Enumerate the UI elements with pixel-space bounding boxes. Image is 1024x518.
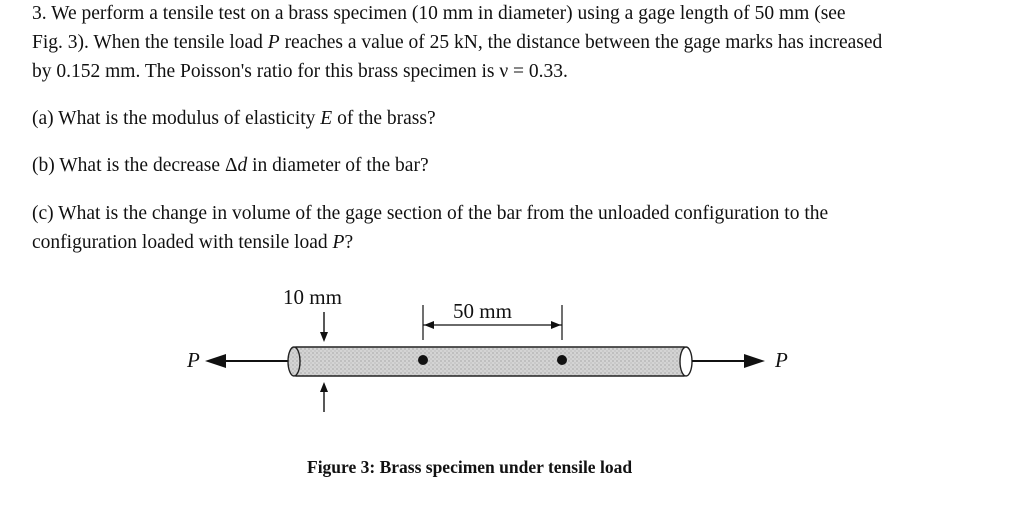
delta-symbol: Δ (224, 155, 238, 176)
load-variable-c: P (332, 232, 345, 253)
figure-caption: Figure 3: Brass specimen under tensile load (307, 457, 633, 477)
brass-specimen (288, 347, 692, 376)
question-c-line-2-end: ? (344, 232, 354, 253)
left-load-label: P (187, 348, 200, 372)
statement-line-2-start: Fig. 3). When the tensile load (32, 32, 268, 53)
question-c-line-1: (c) What is the change in volume of the gage section of the bar from the unloaded configuration to the (32, 203, 829, 224)
question-c-line-2-start: configuration loaded with tensile load (32, 232, 333, 253)
gage-length-label: 50 mm (453, 299, 512, 323)
gage-mark-right (557, 355, 567, 365)
right-load-arrow (692, 354, 765, 368)
gage-mark-left (418, 355, 428, 365)
question-b-end: in diameter of the bar? (247, 155, 429, 176)
statement-line-2-end: reaches a value of 25 kN, the distance between the gage marks has increased (279, 32, 883, 53)
diameter-variable: d (237, 155, 248, 176)
question-a-end: of the brass? (332, 108, 436, 129)
modulus-variable: E (320, 108, 333, 129)
problem-statement-line-1: 3. We perform a tensile test on a brass specimen (10 mm in diameter) using a gage length of 50 mm (see (32, 3, 846, 24)
left-load-arrow (205, 354, 290, 368)
diameter-arrow-top (320, 312, 328, 342)
right-load-label: P (775, 348, 788, 372)
question-a-start: (a) What is the modulus of elasticity (32, 108, 321, 129)
problem-statement-line-3: by 0.152 mm. The Poisson's ratio for this brass specimen is ν = 0.33. (32, 61, 568, 82)
question-b-start: (b) What is the decrease (32, 155, 225, 176)
load-variable: P (267, 32, 280, 53)
diameter-arrow-bottom (320, 382, 328, 412)
diameter-label: 10 mm (283, 285, 342, 309)
